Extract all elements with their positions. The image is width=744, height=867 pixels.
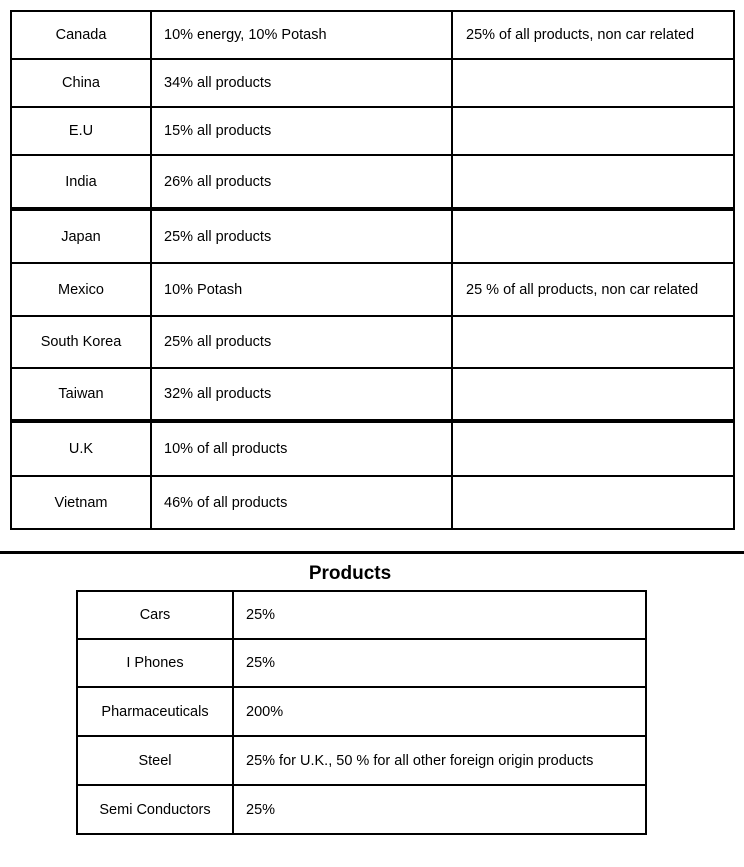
country-tariff-table (10, 10, 735, 530)
country-tariff: 32% all products (151, 368, 452, 421)
section-divider (0, 551, 744, 554)
country-tariff: 26% all products (151, 155, 452, 209)
country-additional-tariff (452, 316, 734, 368)
table-row (11, 59, 734, 107)
country-additional-tariff (452, 59, 734, 107)
table-row (11, 368, 734, 421)
country-tariff: 25% all products (151, 209, 452, 263)
country-additional-tariff (452, 476, 734, 529)
table-row (11, 11, 734, 59)
table-row (11, 476, 734, 529)
country-additional-tariff (452, 421, 734, 476)
country-name: India (11, 155, 151, 209)
product-name: Steel (77, 736, 233, 785)
country-additional-tariff: 25% of all products, non car related (452, 11, 734, 59)
product-name: Semi Conductors (77, 785, 233, 834)
country-tariff: 10% energy, 10% Potash (151, 11, 452, 59)
table-row (11, 316, 734, 368)
table-row (11, 155, 734, 209)
country-tariff: 25% all products (151, 316, 452, 368)
country-name: Taiwan (11, 368, 151, 421)
product-name: Pharmaceuticals (77, 687, 233, 736)
country-name: China (11, 59, 151, 107)
country-name: Canada (11, 11, 151, 59)
product-rate: 200% (233, 687, 646, 736)
country-tariff: 34% all products (151, 59, 452, 107)
table-row (77, 687, 646, 736)
product-name: Cars (77, 591, 233, 639)
country-additional-tariff (452, 107, 734, 155)
table-row (77, 639, 646, 687)
country-name: South Korea (11, 316, 151, 368)
country-name: Vietnam (11, 476, 151, 529)
table-row (77, 785, 646, 834)
table-row (77, 736, 646, 785)
country-additional-tariff (452, 368, 734, 421)
country-name: E.U (11, 107, 151, 155)
country-name: Mexico (11, 263, 151, 316)
country-tariff: 15% all products (151, 107, 452, 155)
table-row (11, 421, 734, 476)
table-row (77, 591, 646, 639)
product-name: I Phones (77, 639, 233, 687)
country-name: U.K (11, 421, 151, 476)
country-additional-tariff: 25 % of all products, non car related (452, 263, 734, 316)
country-tariff: 10% of all products (151, 421, 452, 476)
country-tariff: 10% Potash (151, 263, 452, 316)
table-row (11, 107, 734, 155)
table-row (11, 263, 734, 316)
country-name: Japan (11, 209, 151, 263)
products-heading: Products (308, 563, 392, 584)
product-rate: 25% (233, 785, 646, 834)
country-tariff: 46% of all products (151, 476, 452, 529)
table-row (11, 209, 734, 263)
product-rate: 25% for U.K., 50 % for all other foreign origin products (233, 736, 646, 785)
product-rate: 25% (233, 639, 646, 687)
product-rate: 25% (233, 591, 646, 639)
product-tariff-table (76, 590, 647, 835)
country-additional-tariff (452, 155, 734, 209)
country-additional-tariff (452, 209, 734, 263)
